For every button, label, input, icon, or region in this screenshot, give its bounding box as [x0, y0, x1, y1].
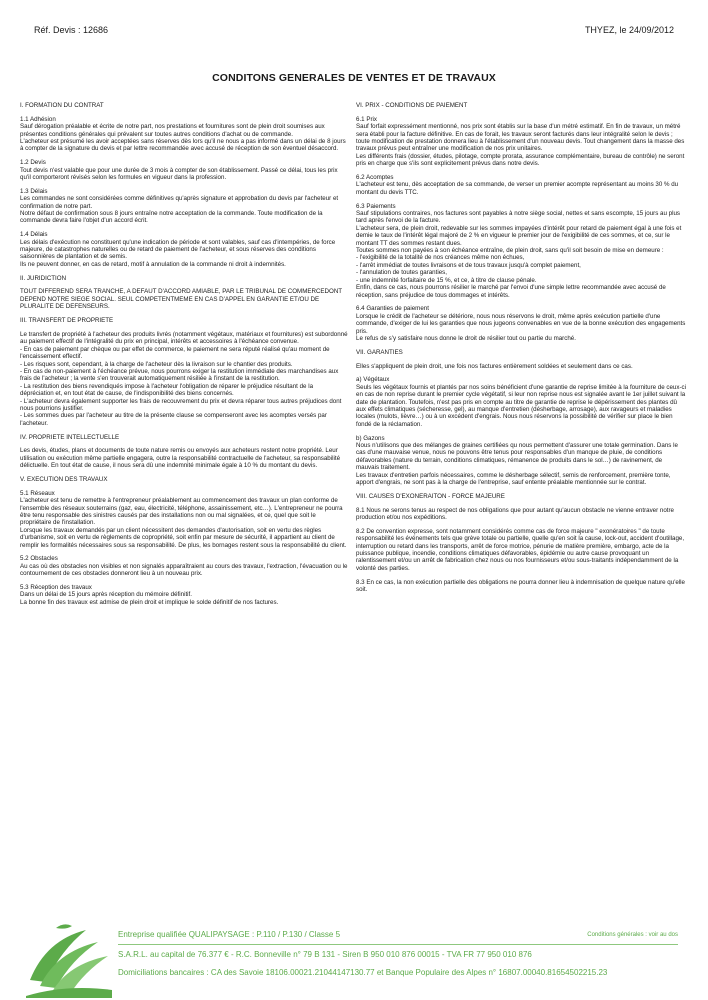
section-heading: III. TRANSFERT DE PROPRIETE — [20, 317, 114, 325]
clause-paragraph: Le transfert de propriété à l'acheteur des produits livrés (notamment végétaux, matériaux et fournitures) est subordonné au paiement effectif de l'intégralité du prix en principal, intérêts et accessoires à l'échéance convenue. - En cas de paiement par chèque ou par effet de commerce, le paiement ne sera réputé réalisé qu'au moment de l'encaissement effectif. - Les risques sont, cependant, à la charge de l'acheteur dès la livraison sur le chantier des produits. - En cas de non-paiement à l'échéance prévue, nous pourrons exiger la restitution immédiate des marchandises aux frais de l'acheteur ; la vente s'en trouverait automatiquement résiliée à l'instant de la restitution. - La restitution des biens revendiqués impose à l'acheteur l'obligation de réparer le préjudice résultant de la dépréciation et, en tout état de cause, de l'indisponibilité des biens concernés. - L'acheteur devra également supporter les frais de recouvrement du prix et devra réparer tous autres préjudices dont nous pourrions justifier. - Les sommes dues par l'acheteur au titre de la présente clause se compenseront avec les acomptes versés par l'acheteur. — [20, 330, 348, 427]
section-heading: I. FORMATION DU CONTRAT — [20, 102, 104, 109]
clause-paragraph: a) Végétaux Seuls les végétaux fournis et plantés par nos soins bénéficient d'une garantie de reprise limitée à la fourniture de ceux-ci en cas de non reprise durant le premier cycle végétatif, si leur non reprise nous est signalée avant le 1er juillet suivant la date de plantation. Toutefois, n'est pas pris en compte au titre de garantie de reprise le dépérissement des plantes dû aux effets climatiques (sécheresse, gel), au manque d'entretien (désherbage, arrosage), aux ravageurs et maladies locales (mulots, lièvre…) ou à un excédent d'engrais. Nous nous réservons la possibilité de vérifier sur place le bien fondé de la réclamation. — [356, 376, 686, 428]
clause-paragraph: 5.1 Réseaux L'acheteur est tenu de remettre à l'entrepreneur préalablement au commencement des travaux un plan conforme de l'ensemble des réseaux souterrains (gaz, eau, électricité, téléphone, assainissement, etc…). L'entrepreneur ne pourra être tenu responsable des sinistres causés par des installations non ou mal signalées, et ce, quel que soit le propriétaire de l'installation. Lorsque les travaux demandés par un client nécessitent des demandes d'autorisation, soit en vertu des règles d'urbanisme, soit en vertu de règlements de copropriété, soit enfin par mesure de sécurité, il appartient au client de remplir les formalités nécessaires sous sa responsabilité. De plus, les bornages restent sous la responsabilité du client. — [20, 489, 347, 549]
clause-paragraph: 6.4 Garanties de paiement Lorsque le crédit de l'acheteur se détériore, nous nous réservons le droit, même après exécution partielle d'une commande, d'exiger de lui les garanties que nous jugeons convenables en vue de la bonne exécution des engagements pris. Le refus de s'y satisfaire nous donne le droit de résilier tout ou partie du marché. — [356, 305, 686, 342]
right-column — [356, 102, 686, 600]
section-heading: IV. PROPRIETE INTELLECTUELLE — [20, 433, 120, 441]
footer-qualification: Entreprise qualifiée QUALIPAYSAGE : P.110 / P.130 / Classe 5 — [118, 930, 341, 939]
footer-cg-note: Conditions générales : voir au dos — [587, 932, 678, 938]
page-title: CONDITONS GENERALES DE VENTES ET DE TRAVAUX — [212, 72, 496, 84]
section-heading: II. JURIDICTION — [20, 274, 67, 282]
clause-paragraph: b) Gazons Nous n'utilisons que des mélanges de graines certifiées qu nous permettent d'assurer une totale germination. Dans le cas d'une mauvaise venue, nous ne pouvons être tenus pour responsables d'un manque de pluie, de conditions défavorables (nature du terrain, conditions climatiques, rémanence de produits dans le sol…) de ravinement, de mauvais traitement. Les travaux d'entretien parfois nécessaires, comme le désherbage sélectif, semis de renforcement, première tonte, apport d'engrais, ne sont pas à la charge de l'entreprise, sauf entente préalable mentionnée sur le contrat. — [356, 434, 678, 486]
clause-paragraph: 5.3 Réception des travaux Dans un délai de 15 jours après réception du mémoire définitif. La bonne fin des travaux est admise de plein droit et implique le solde définitif de nos factures. — [20, 584, 279, 606]
header-place-date: THYEZ, le 24/09/2012 — [584, 25, 674, 35]
clause-paragraph: 1.2 Devis Tout devis n'est valable que pour une durée de 3 mois à compter de son établissement. Passé ce délai, tous les prix qu'il comporteront révisés selon les formules en vigueur dans la profession. — [20, 159, 338, 182]
section-heading: VII. GARANTIES — [356, 348, 403, 356]
clause-paragraph: Elles s'appliquent de plein droit, une fois nos factures entièrement soldées et seulement dans ce cas. — [356, 362, 633, 370]
section-heading: VI. PRIX - CONDITIONS DE PAIEMENT — [356, 102, 468, 109]
clause-paragraph: 8.3 En ce cas, la non exécution partielle des obligations ne pourra donner lieu à indemnisation de quelque nature qu'elle soit. — [356, 578, 686, 594]
header-devis-ref: Réf. Devis : 12686 — [34, 25, 109, 35]
clause-paragraph: 8.1 Nous ne serons tenus au respect de nos obligations que pour autant qu'aucun obstacle ne vienne entraver notre production et/ou nos expéditions. — [356, 506, 674, 521]
section-heading: V. EXECUTION DES TRAVAUX — [20, 475, 108, 483]
footer-rule — [118, 944, 678, 945]
clause-paragraph: Les devis, études, plans et documents de toute nature remis ou envoyés aux acheteurs restent notre propriété. Leur utilisation ou exécution même partielle engagera, outre la responsabilité contractuelle de l'acheteur, sa responsabilité délictuelle. En tout état de cause, il nous sera dû une indemnité minimale égale à 10 % du montant du devis. — [20, 447, 341, 470]
section-heading: VIII. CAUSES D'EXONERAITON - FORCE MAJEURE — [356, 492, 505, 500]
company-logo-icon — [26, 920, 112, 998]
clause-paragraph: 6.3 Paiements Sauf stipulations contraires, nos factures sont payables à notre siège social, nettes et sans escompte, 15 jours au plus tard après l'envoi de la facture. L'acheteur sera, de plein droit, redevable sur les sommes impayées d'intérêt pour retard de paiement égal à une fois et demie le taux de l'intérêt légal majoré de 2 % en vigueur le premier jour de l'exigibilité de ces sommes, et ce, sur le montant TT des sommes restant dues. Toutes sommes non payées à son échéance entraîne, de plein droit, sans qu'il soit besoin de mise en demeure : - l'exigibilité de la totalité de nos créances même non échues, - l'arrêt immédiat de toutes livraisons et de tous travaux jusqu'à complet paiement, - l'annulation de toutes garanties, - une indemnité forfaitaire de 15 %, et ce, à titre de clause pénale. Enfin, dans ce cas, nous pourrons résilier le marché par l'envoi d'une simple lettre recommandée avec accusé de réception, sans préjudice de tous dommages et intérêts. — [356, 202, 682, 299]
clause-paragraph: 1.3 Délais Les commandes ne sont considérées comme définitives qu'après signature et approbation du devis par l'acheteur et confirmation de notre part. Notre défaut de confirmation sous 8 jours entraîne notre acceptation de la commande. Toute modification de la commande devra faire l'objet d'un accord écrit. — [20, 187, 339, 225]
footer — [0, 920, 708, 1000]
footer-company: S.A.R.L. au capital de 76.377 € - R.C. Bonneville n° 79 B 131 - Siren B 950 010 876 00015 - TVA FR 77 950 010 876 — [118, 950, 532, 959]
clause-paragraph: 1.1 Adhésion Sauf dérogation préalable et écrite de notre part, nos prestations et fournitures sont de plein droit soumises aux présentes conditions générales qui prévalent sur toutes autres conditions d'achat ou de commande. L'acheteur est présumé les avoir acceptées sans réserves dès lors qu'il ne nous a pas informé dans un délai de 8 jours à compter de la signature du devis et par lettre recommandée avec accusé de réception de son éventuel désaccord. — [20, 115, 346, 153]
clause-paragraph: 6.1 Prix Sauf forfait expressément mentionné, nos prix sont établis sur la base d'un métré estimatif. En fin de travaux, un métré sera établi pour la facture définitive. En cas de forait, les travaux seront facturés dans leur intégralité selon le devis ; toute modification de prestation donnera lieu à l'établissement d'un nouveau devis. Tout changement dans la masse des travaux prévus peut entraîner une modification de nos prix unitaires. Les différents frais (dossier, études, pilotage, compte prorata, assurance complémentaire, bureau de contrôle) ne seront pris en charge que s'ils sont explicitement prévus dans notre devis. — [356, 115, 685, 168]
left-column — [20, 102, 348, 613]
clause-paragraph: 1.4 Délais Les délais d'exécution ne constituent qu'une indication de période et sont valables, sauf cas d'intempéries, de force majeure, de catastrophes naturelles ou de retard de paiement de l'acheteur, et sous réserves des conditions saisonnières de plantation et de semis. Ils ne peuvent donner, en cas de retard, motif à annulation de la commande ni droit à indemnités. — [20, 231, 336, 268]
clause-paragraph: TOUT DIFFEREND SERA TRANCHE, A DEFAUT D'ACCORD AMIABLE, PAR LE TRIBUNAL DE COMMERCEDONT DEPEND NOTRE SIEGE SOCIAL. SEUL COMPETENTMEME EN CAS D'APPEL EN GARANTIE ET/OU DE PLURALITE DE DEFENSEURS. — [20, 288, 342, 311]
clause-paragraph: 8.2 De convention expresse, sont notamment considérés comme cas de force majeure " exonératoires " de toute responsabilité les événements tels que grève totale ou partielle, quelle qu'en soit la cause, lock-out, accident d'outillage, interruption ou retard dans les transports, arrêt de force motrice, pénurie de matière première, embargo, acte de la puissance publique, incendie, conditions climatiques défavorables, épidémie ou autre cause provoquant un ralentissement et/ou un arrêt de fabrication chez nous ou nos fournisseurs et/ou sous-traitants indépendamment de la volonté des parties. — [356, 527, 685, 572]
clause-paragraph: 5.2 Obstacles Au cas où des obstacles non visibles et non signalés apparaîtraient au cours des travaux, l'extraction, l'évacuation ou le contournement de ces obstacles donneront lieu à un nouveau prix. — [20, 555, 348, 578]
clause-paragraph: 6.2 Acomptes L'acheteur est tenu, dès acceptation de sa commande, de verser un premier acompte représentant au moins 30 % du montant du devis TTC. — [356, 174, 679, 196]
footer-banks: Domiciliations bancaires : CA des Savoie 18106.00021.21044147130.77 et Banque Populaire des Alpes n° 16807.00040.81654502215.23 — [118, 968, 608, 977]
